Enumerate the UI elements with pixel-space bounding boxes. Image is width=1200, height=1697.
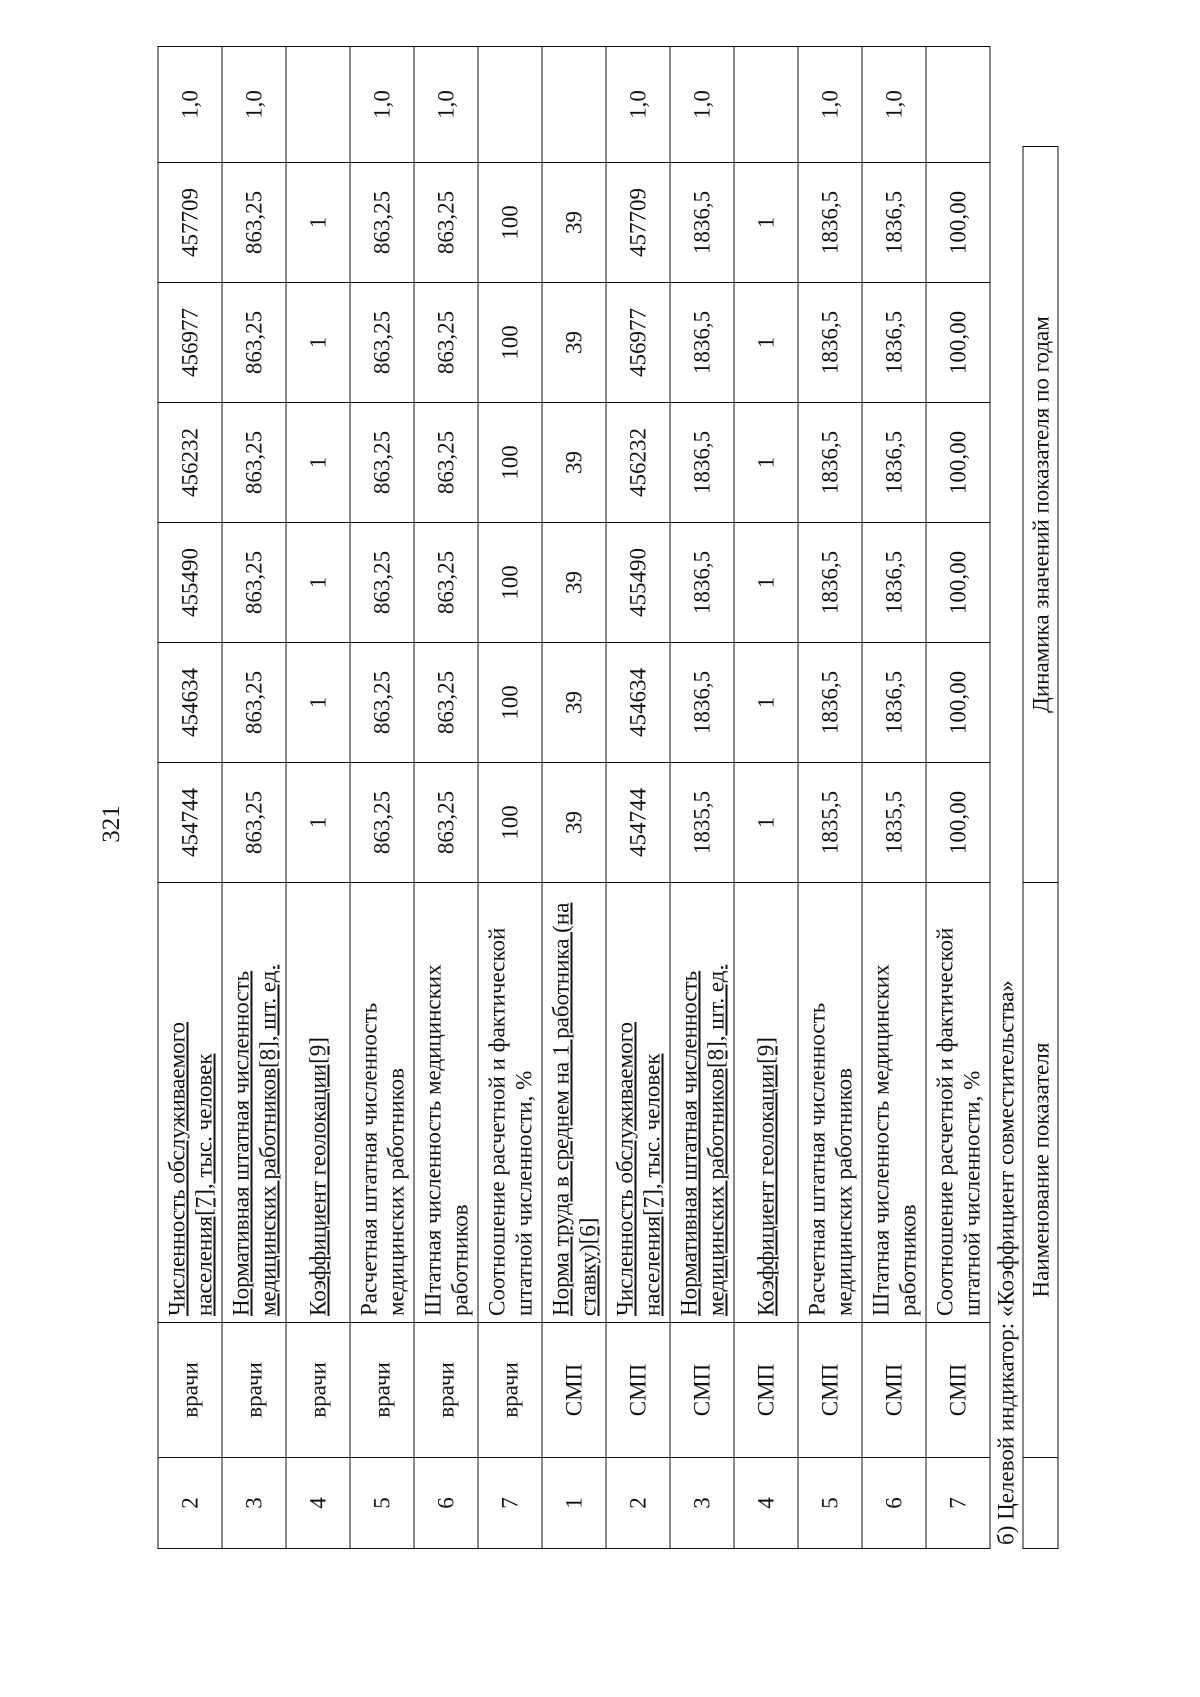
value-cell: 100	[478, 523, 542, 643]
value-cell: 1	[734, 403, 798, 523]
indicator-name-cell: Расчетная штатная численность медицинских работников	[798, 883, 862, 1323]
value-cell: 39	[542, 403, 606, 523]
value-cell: 100	[478, 163, 542, 283]
value-cell: 39	[542, 523, 606, 643]
value-cell: 100,00	[926, 163, 990, 283]
value-cell: 863,25	[350, 283, 414, 403]
table-row	[222, 47, 286, 1549]
value-cell: 863,25	[350, 523, 414, 643]
value-cell: 100,00	[926, 523, 990, 643]
row-number-cell: 3	[670, 1458, 734, 1549]
category-cell: СМП	[798, 1323, 862, 1458]
indicator-name-header: Наименование показателя	[1023, 883, 1058, 1458]
second-table-header	[1023, 146, 1059, 1549]
value-cell: 863,25	[222, 163, 286, 283]
value-cell: 1835,5	[670, 763, 734, 883]
value-cell: 1836,5	[670, 283, 734, 403]
value-cell: 863,25	[414, 283, 478, 403]
value-cell: 1836,5	[670, 643, 734, 763]
value-cell: 100,00	[926, 643, 990, 763]
value-cell: 1	[286, 283, 350, 403]
value-cell: 1836,5	[862, 523, 926, 643]
indicator-table	[158, 46, 991, 1549]
value-cell: 1836,5	[862, 403, 926, 523]
dynamics-header: Динамика значений показателя по годам	[1023, 147, 1058, 883]
value-cell: 1836,5	[670, 163, 734, 283]
row-number-cell: 4	[734, 1458, 798, 1549]
table-row	[926, 47, 990, 1549]
row-number-cell: 5	[350, 1458, 414, 1549]
value-cell: 863,25	[414, 163, 478, 283]
indicator-name-cell: Штатная численность медицинских работников	[862, 883, 926, 1323]
value-cell: 455490	[606, 523, 670, 643]
value-cell: 456232	[158, 403, 222, 523]
table-row	[862, 47, 926, 1549]
indicator-name-cell: Нормативная штатная численность медицинских работников[8], шт. ед.	[222, 883, 286, 1323]
table-row	[286, 47, 350, 1549]
value-cell: 457709	[158, 163, 222, 283]
value-cell: 1	[734, 283, 798, 403]
value-cell: 863,25	[222, 643, 286, 763]
page-number: 321	[98, 805, 125, 843]
value-cell: 39	[542, 163, 606, 283]
value-cell: 100,00	[926, 403, 990, 523]
value-cell: 39	[542, 763, 606, 883]
value-cell	[542, 47, 606, 163]
value-cell: 1	[734, 163, 798, 283]
value-cell: 100,00	[926, 763, 990, 883]
category-cell: врачи	[222, 1323, 286, 1458]
value-cell: 1836,5	[798, 643, 862, 763]
value-cell: 863,25	[414, 763, 478, 883]
value-cell: 455490	[158, 523, 222, 643]
category-cell: врачи	[478, 1323, 542, 1458]
row-number-cell: 4	[286, 1458, 350, 1549]
value-cell: 39	[542, 283, 606, 403]
value-cell: 1836,5	[798, 283, 862, 403]
section-caption: б) Целевой индикатор: «Коэффициент совместительства»	[993, 980, 1019, 1545]
value-cell: 1	[734, 763, 798, 883]
value-cell: 457709	[606, 163, 670, 283]
value-cell: 100	[478, 403, 542, 523]
value-cell: 1	[734, 523, 798, 643]
category-cell: врачи	[286, 1323, 350, 1458]
value-cell: 1835,5	[798, 763, 862, 883]
value-cell: 1836,5	[862, 283, 926, 403]
category-cell: СМП	[926, 1323, 990, 1458]
value-cell: 100	[478, 763, 542, 883]
value-cell: 1,0	[862, 47, 926, 163]
category-cell: врачи	[414, 1323, 478, 1458]
value-cell	[926, 47, 990, 163]
table-row	[158, 47, 222, 1549]
value-cell: 1,0	[222, 47, 286, 163]
value-cell: 863,25	[222, 763, 286, 883]
value-cell: 1	[286, 403, 350, 523]
indicator-name-cell: Соотношение расчетной и фактической штатной численности, %	[478, 883, 542, 1323]
value-cell: 1836,5	[670, 523, 734, 643]
value-cell: 456977	[158, 283, 222, 403]
value-cell: 454634	[606, 643, 670, 763]
table-row	[670, 47, 734, 1549]
indicator-name-cell: Численность обслуживаемого населения[7], тыс. человек	[606, 883, 670, 1323]
table-row	[606, 47, 670, 1549]
value-cell: 1836,5	[798, 403, 862, 523]
value-cell: 39	[542, 643, 606, 763]
value-cell: 100,00	[926, 283, 990, 403]
table-row	[798, 47, 862, 1549]
rotated-content	[158, 90, 1053, 1549]
row-number-cell: 5	[798, 1458, 862, 1549]
indicator-name-cell: Штатная численность медицинских работников	[414, 883, 478, 1323]
value-cell: 456232	[606, 403, 670, 523]
row-number-cell: 7	[478, 1458, 542, 1549]
value-cell: 863,25	[350, 763, 414, 883]
value-cell: 863,25	[222, 283, 286, 403]
value-cell: 863,25	[350, 163, 414, 283]
value-cell: 863,25	[414, 523, 478, 643]
value-cell: 1	[734, 643, 798, 763]
table-row	[414, 47, 478, 1549]
category-cell: СМП	[670, 1323, 734, 1458]
value-cell: 863,25	[222, 403, 286, 523]
value-cell: 863,25	[222, 523, 286, 643]
category-cell: СМП	[542, 1323, 606, 1458]
category-cell: врачи	[158, 1323, 222, 1458]
value-cell: 1,0	[606, 47, 670, 163]
row-number-cell: 2	[158, 1458, 222, 1549]
value-cell: 100	[478, 643, 542, 763]
indicator-name-cell: Коэффициент геолокации[9]	[734, 883, 798, 1323]
value-cell: 863,25	[414, 403, 478, 523]
value-cell: 1835,5	[862, 763, 926, 883]
value-cell: 1836,5	[798, 523, 862, 643]
value-cell	[286, 47, 350, 163]
category-cell: СМП	[734, 1323, 798, 1458]
value-cell: 1	[286, 763, 350, 883]
row-number-cell: 6	[862, 1458, 926, 1549]
row-number-cell: 1	[542, 1458, 606, 1549]
value-cell: 1,0	[414, 47, 478, 163]
row-number-cell: 3	[222, 1458, 286, 1549]
category-cell: врачи	[350, 1323, 414, 1458]
value-cell: 454744	[158, 763, 222, 883]
value-cell: 863,25	[414, 643, 478, 763]
value-cell: 100	[478, 283, 542, 403]
category-cell: СМП	[862, 1323, 926, 1458]
category-cell: СМП	[606, 1323, 670, 1458]
row-number-cell: 2	[606, 1458, 670, 1549]
value-cell: 454744	[606, 763, 670, 883]
indicator-name-cell: Соотношение расчетной и фактической штатной численности, %	[926, 883, 990, 1323]
value-cell: 1,0	[670, 47, 734, 163]
row-number-cell: 6	[414, 1458, 478, 1549]
indicator-name-cell: Нормативная штатная численность медицинских работников[8], шт. ед.	[670, 883, 734, 1323]
value-cell: 1	[286, 523, 350, 643]
value-cell: 1836,5	[862, 163, 926, 283]
value-cell: 863,25	[350, 643, 414, 763]
value-cell: 1	[286, 643, 350, 763]
value-cell: 1,0	[350, 47, 414, 163]
value-cell: 1,0	[158, 47, 222, 163]
value-cell: 1836,5	[862, 643, 926, 763]
indicator-name-cell: Норма труда в среднем на 1 работника (на ставку)[6]	[542, 883, 606, 1323]
row-number-cell: 7	[926, 1458, 990, 1549]
value-cell: 863,25	[350, 403, 414, 523]
value-cell: 456977	[606, 283, 670, 403]
table-row	[478, 47, 542, 1549]
value-cell: 1836,5	[798, 163, 862, 283]
value-cell: 1,0	[798, 47, 862, 163]
indicator-name-cell: Расчетная штатная численность медицинских работников	[350, 883, 414, 1323]
indicator-name-cell: Коэффициент геолокации[9]	[286, 883, 350, 1323]
table-row	[350, 47, 414, 1549]
value-cell	[478, 47, 542, 163]
value-cell: 454634	[158, 643, 222, 763]
blank-header-cell	[1023, 1458, 1058, 1549]
value-cell: 1	[286, 163, 350, 283]
value-cell: 1836,5	[670, 403, 734, 523]
value-cell	[734, 47, 798, 163]
table-row	[734, 47, 798, 1549]
table-row	[542, 47, 606, 1549]
indicator-name-cell: Численность обслуживаемого населения[7], тыс. человек	[158, 883, 222, 1323]
